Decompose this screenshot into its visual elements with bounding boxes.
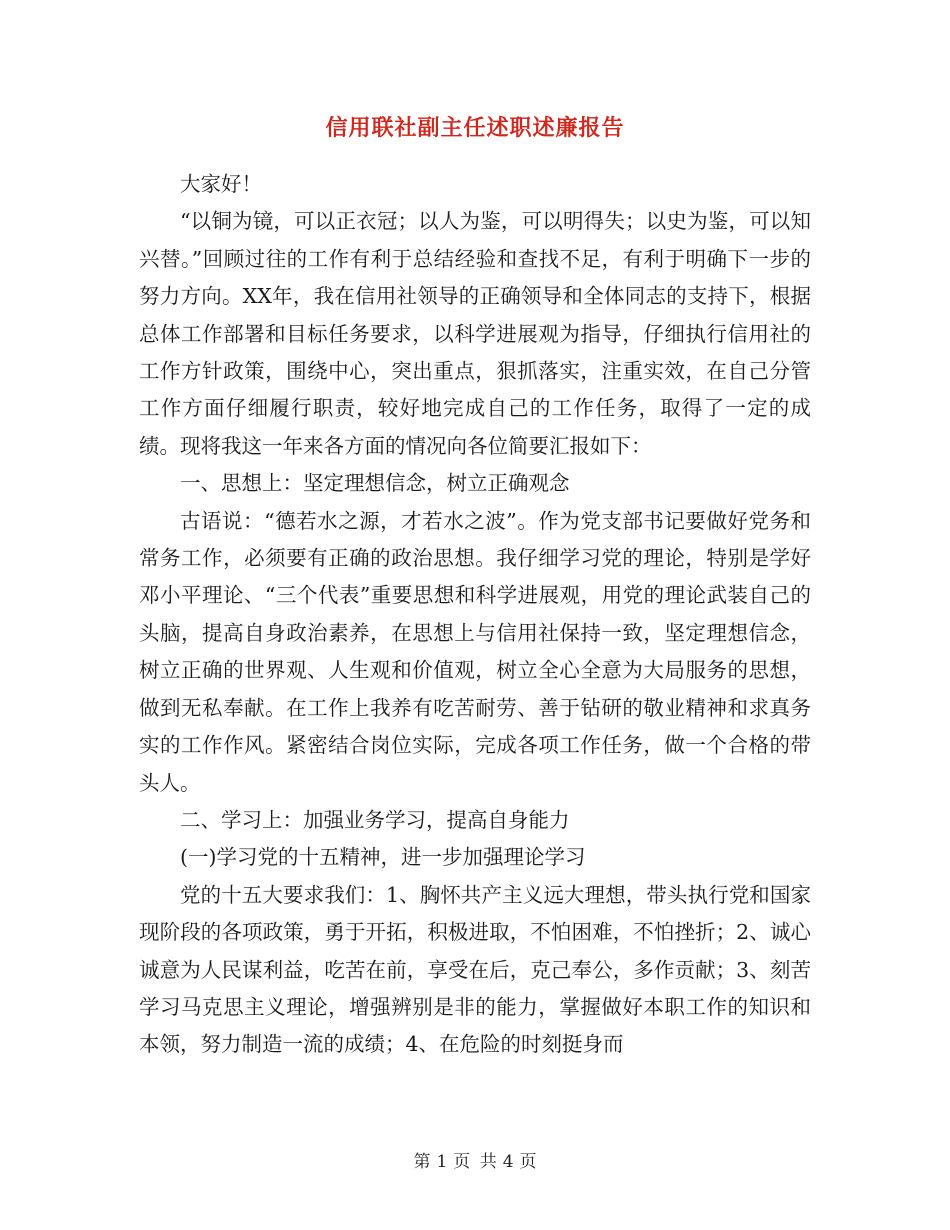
subsection-heading-1: (一)学习党的十五精神，进一步加强理论学习 (180, 845, 586, 870)
footer-prefix: 第 (413, 1152, 431, 1172)
footer-middle: 页 共 (453, 1152, 497, 1172)
page-footer (0, 1150, 950, 1174)
paragraph-greeting: 大家好！ (180, 172, 262, 196)
paragraph-study: 党的十五大要求我们：1、胸怀共产主义远大理想，带头执行党和国家现阶段的各项政策，勇于开拓，积极进取，不怕困难，不怕挫折；2、诚心诚意为人民谋利益，吃苦在前，享受在后，克己奉公，多作贡献；3、刻苦学习马克思主义理论，增强辨别是非的能力，掌握做好本职工作的知识和本领，努力制造一流的成绩；4、在危险的时刻挺身而 (139, 882, 811, 1057)
footer-total-pages: 4 (502, 1152, 514, 1172)
document-body (139, 166, 811, 1064)
footer-page-number: 1 (436, 1152, 448, 1172)
footer-suffix: 页 (519, 1152, 537, 1172)
section-heading-1: 一、思想上：坚定理想信念，树立正确观念 (180, 471, 570, 496)
paragraph-thought: 古语说：“德若水之源，才若水之波”。作为党支部书记要做好党务和常务工作，必须要有正确的政治思想。我仔细学习党的理论，特别是学好邓小平理论、“三个代表”重要思想和科学进展观，用党的理论武装自己的头脑，提高自身政治素养，在思想上与信用社保持一致，坚定理想信念，树立正确的世界观、人生观和价值观，树立全心全意为大局服务的思想，做到无私奉献。在工作上我养有吃苦耐劳、善于钻研的敬业精神和求真务实的工作作风。紧密结合岗位实际，完成各项工作任务，做一个合格的带头人。 (139, 508, 811, 795)
document-title: 信用联社副主任述职述廉报告 (325, 115, 625, 141)
section-heading-2: 二、学习上：加强业务学习，提高自身能力 (180, 807, 570, 832)
paragraph-intro: “以铜为镜，可以正衣冠；以人为鉴，可以明得失；以史为鉴，可以知兴替。”回顾过往的工作有利于总结经验和查找不足，有利于明确下一步的努力方向。XX年，我在信用社领导的正确领导和全体同志的支持下，根据总体工作部署和目标任务要求，以科学进展观为指导，仔细执行信用社的工作方针政策，围绕中心，突出重点，狠抓落实，注重实效，在自己分管工作方面仔细履行职责，较好地完成自己的工作任务，取得了一定的成绩。现将我这一年来各方面的情况向各位简要汇报如下： (139, 209, 811, 458)
